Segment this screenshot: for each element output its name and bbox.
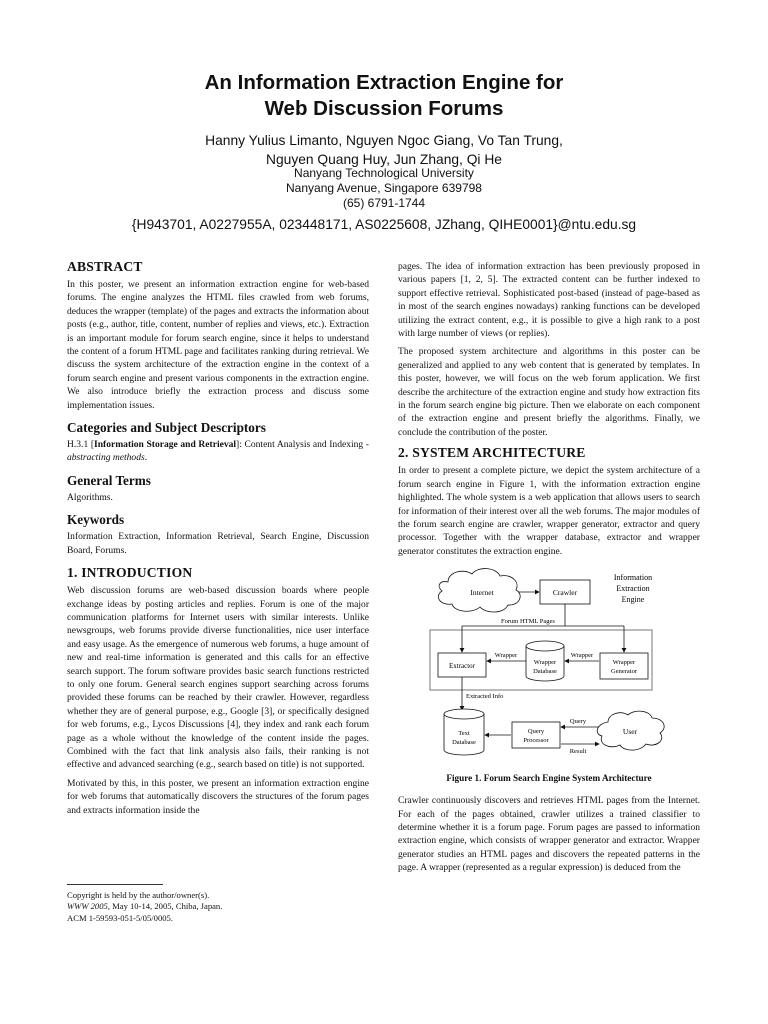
copyright-line-2 xyxy=(67,901,369,912)
affiliation xyxy=(0,166,768,211)
paper-title xyxy=(0,70,768,122)
figure-1-caption: Figure 1. Forum Search Engine System Architecture xyxy=(446,773,652,784)
crawler-label: Crawler xyxy=(552,588,578,598)
right-paragraph-4: Crawler continuously discovers and retrieves HTML pages from the Internet. For each of the pages obtained, crawler utilizes a trained classifier to determine whether it is a forum page. Forum pages are passed to information extraction engine, which consists of wrapper generator and extractor. Wrapper generator studies an HTML pages and discovers the repeated patterns in the page. A wrapper (represented as a regular expression) is deduced from the xyxy=(398,795,700,874)
architecture-diagram xyxy=(398,564,700,770)
wrapper-arrow-right-label: Wrapper xyxy=(570,652,594,660)
forum-pages-label: Forum HTML Pages xyxy=(501,618,555,626)
title-line-2: Web Discussion Forums xyxy=(264,97,504,120)
categories-bold: Information Storage and Retrieval xyxy=(94,439,237,451)
engine-label-line-1: Information xyxy=(613,573,653,583)
conference-name: WWW 2005 xyxy=(67,901,108,912)
introduction-heading: 1. INTRODUCTION xyxy=(67,565,193,581)
engine-label-line-2: Extraction xyxy=(616,584,650,594)
categories-italic: abstracting methods xyxy=(67,452,145,464)
wrapper-generator-box xyxy=(600,653,648,679)
query-processor-box xyxy=(512,722,560,748)
keywords-heading: Keywords xyxy=(67,512,125,528)
abstract-text: In this poster, we present an information extraction engine for web-based forums. The engine analyzes the HTML files crawled from web forums, deduces the wrapper (template) of the pages and extracts the information about posts (e.g., author, title, content, number of replies and views, etc.). Extraction is an important module for forum search engine, since it helps to understand the content of a forum HTML page and facilitates ranking during retrieval. We discuss the system architecture of the extraction engine in the context of a forum search engine and present various components in the extraction engine. We also introduce briefly the extraction process and discuss some implementation issues. xyxy=(67,279,369,411)
affiliation-line-1: Nanyang Technological University xyxy=(294,166,474,180)
title-line-1: An Information Extraction Engine for xyxy=(204,71,564,94)
abstract-heading: ABSTRACT xyxy=(67,259,143,274)
query-arrow-label: Query xyxy=(569,718,587,726)
right-paragraph-1: pages. The idea of information extraction has been previously proposed in various papers [1, 2, 5]. The extracted content can be further indexed to support effective retrieval. Sophisticated post-based (instead of page-based as in most of the search engines nowadays) ranking functions can be developed utilizing the extract content, e.g., it is possible to give a high rank to a post with large number of views (or replies). xyxy=(398,261,700,340)
extractor-label: Extractor xyxy=(448,662,476,671)
authors-line-2: Nguyen Quang Huy, Jun Zhang, Qi He xyxy=(266,152,502,167)
copyright-notice xyxy=(67,890,369,924)
figure-1 xyxy=(398,564,700,770)
right-paragraph-2: The proposed system architecture and algorithms in this poster can be generalized and applied to any web content that is generated by templates. In this poster, however, we will focus on the web forum application. We first describe the architecture of the extraction engine and study how extraction fits in the forum search engine big picture. Then we elaborate on each component of the extraction engine and present briefly the algorithms. Finally, we conclude the contribution of the poster. xyxy=(398,346,700,438)
categories-prefix: H.3.1 [ xyxy=(67,439,95,451)
result-arrow-label: Result xyxy=(569,748,587,756)
engine-label-line-3: Engine xyxy=(621,595,645,605)
right-column xyxy=(398,260,700,875)
keywords-text: Information Extraction, Information Retrieval, Search Engine, Discussion Board, Forums. xyxy=(67,531,369,556)
user-label: User xyxy=(622,727,638,737)
text-db-label-1: Text xyxy=(458,730,470,738)
wrapper-generator-label-1: Wrapper xyxy=(612,659,636,667)
authors-line-1: Hanny Yulius Limanto, Nguyen Ngoc Giang, Vo Tan Trung, xyxy=(205,133,563,148)
categories-end: . xyxy=(144,452,148,464)
copyright-line-3: ACM 1-59593-051-5/05/0005. xyxy=(67,912,173,923)
categories-mid: ]: Content Analysis and Indexing - xyxy=(236,439,369,451)
wrapper-db-label-2: Database xyxy=(533,668,557,676)
system-architecture-heading: 2. SYSTEM ARCHITECTURE xyxy=(398,445,586,461)
wrapper-db-label-1: Wrapper xyxy=(533,659,557,667)
conference-details: , May 10-14, 2005, Chiba, Japan. xyxy=(107,901,223,912)
right-paragraph-3: In order to present a complete picture, we depict the system architecture of a forum search engine in Figure 1, with the information extraction engine highlighted. The whole system is a web application that allows users to search for information of their interest over all the web forums. The major modules of the forum search engine are crawler, wrapper generator, extractor and query processor. Together with the wrapper database, extractor and wrapper generator constitutes the extraction engine. xyxy=(398,465,700,557)
text-db-label-2: Database xyxy=(452,739,476,747)
introduction-paragraph-2: Motivated by this, in this poster, we present an information extraction engine for web forums that automatically discovers the structures of the forum pages and extracts information inside the xyxy=(67,777,369,816)
wrapper-generator-label-2: Generator xyxy=(611,668,637,676)
extracted-info-label: Extracted Info xyxy=(466,693,504,701)
wrapper-arrow-left-label: Wrapper xyxy=(494,652,518,660)
footnote-rule xyxy=(67,884,163,885)
author-emails: {H943701, A0227955A, 023448171, AS0225608, JZhang, QIHE0001}@ntu.edu.sg xyxy=(131,217,637,232)
affiliation-line-2: Nanyang Avenue, Singapore 639798 xyxy=(286,181,482,195)
query-processor-label-2: Processor xyxy=(523,737,549,745)
query-processor-label-1: Query xyxy=(527,728,545,736)
affiliation-line-3: (65) 6791-1744 xyxy=(342,196,426,210)
categories-heading: Categories and Subject Descriptors xyxy=(67,420,266,436)
left-column xyxy=(67,258,369,817)
categories-text xyxy=(67,438,369,465)
general-terms-heading: General Terms xyxy=(67,472,151,488)
general-terms-text: Algorithms. xyxy=(67,491,113,503)
internet-label: Internet xyxy=(470,588,494,598)
authors xyxy=(0,131,768,169)
introduction-paragraph-1: Web discussion forums are web-based discussion boards where people exchange ideas by posting articles and replies. Forum is one of the major communication platforms for Internet users with similar interests. Unlike newsgroups, web forums provide diverse functionalities, nice user interface and easy usage. As the emergence of numerous web forums, a huge amount of new and real-time information is generated and this calls for an effective search support. The forum software provides basic search functions restricted to only one forum. General search engines support searching across forums provided these forums can be reached by their crawler. However, regardless whether they are of general purpose, e.g., Google [3], or specifically designed for web forums, e.g., Lycos Discussions [4], they index and rank each forum page as a whole without the knowledge of the content inside the pages. Combined with the fact that link analysis also fails, their ranking is not effective and advanced searching (e.g., search based on title) is not supported. xyxy=(67,585,369,771)
copyright-line-1: Copyright is held by the author/owner(s). xyxy=(67,890,210,900)
